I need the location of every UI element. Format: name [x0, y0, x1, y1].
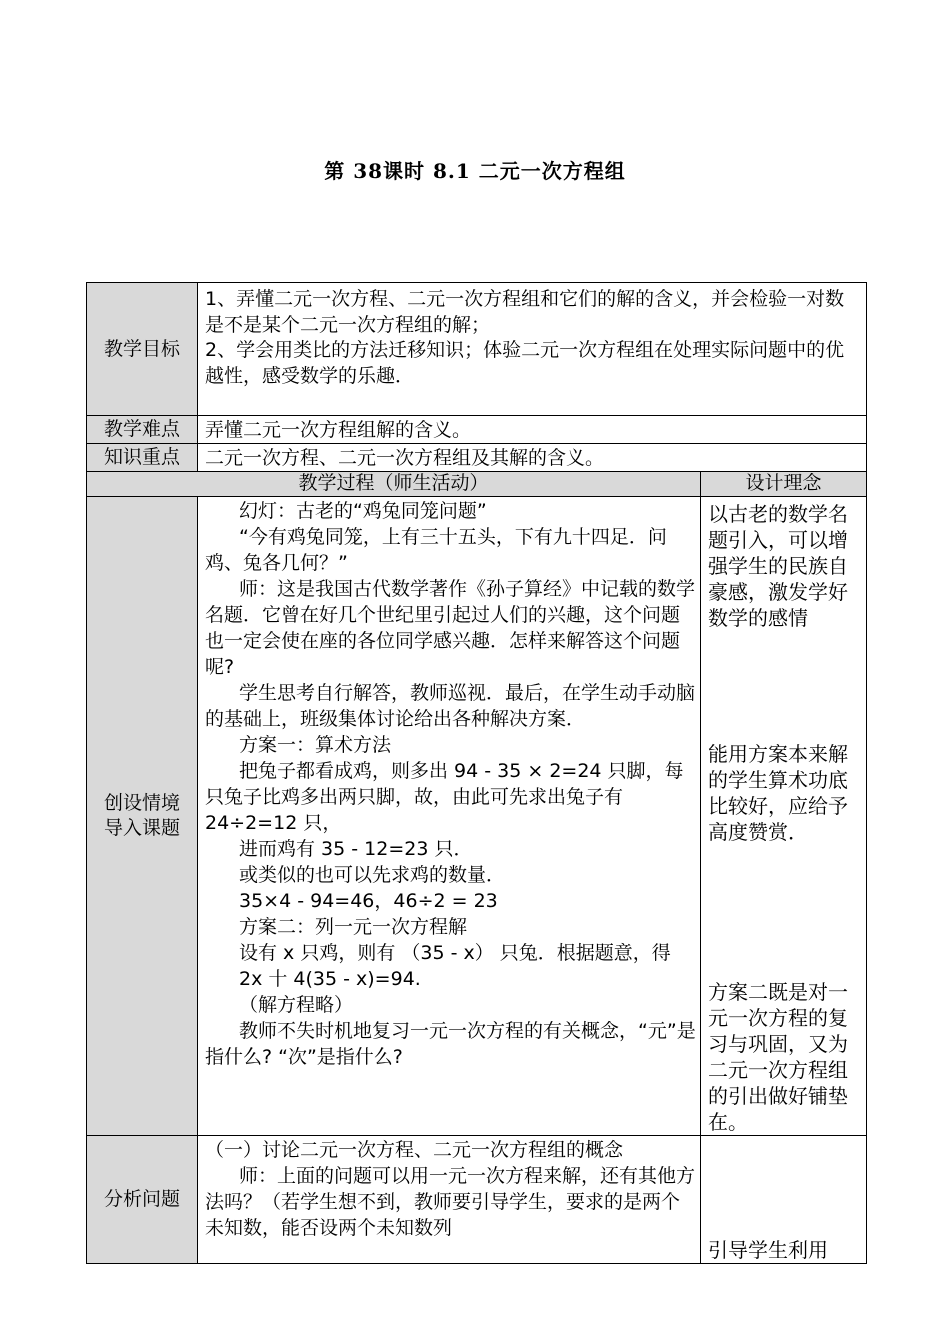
key-points-content: 二元一次方程、二元一次方程组及其解的含义。 [198, 444, 867, 472]
intro-paragraph: 方案二：列一元一次方程解 [239, 916, 468, 938]
intro-paragraph: 设有 x 只鸡，则有 （35 - x） 只兔．根据题意，得 [239, 942, 671, 964]
section-header-row [87, 472, 867, 497]
difficulty-content: 弄懂二元一次方程组解的含义。 [198, 416, 867, 444]
difficulty-label: 教学难点 [87, 416, 198, 444]
analysis-row [87, 1136, 867, 1264]
intro-paragraph: 师：这是我国古代数学著作《孙子算经》中记载的数学名题．它曾在好几个世纪里引起过人们的兴趣，这个问题也一定会使在座的各位同学感兴趣．怎样来解答这个问题呢? [205, 578, 696, 678]
analysis-paragraph: 师：上面的问题可以用一元一次方程来解，还有其他方法吗？（若学生想不到，教师要引导学生，要求的是两个未知数，能否设两个未知数列 [205, 1165, 696, 1239]
intro-paragraph: 幻灯：古老的“鸡兔同笼问题” [239, 500, 487, 522]
intro-paragraph: 学生思考自行解答，教师巡视．最后，在学生动手动脑的基础上，班级集体讨论给出各种解决方案． [205, 682, 696, 730]
intro-row [87, 497, 867, 1136]
objective-2: 2、学会用类比的方法迁移知识；体验二元一次方程组在处理实际问题中的优越性，感受数学的乐趣． [205, 339, 845, 387]
intro-paragraph: 35×4 - 94=46，46÷2 = 23 [239, 890, 498, 912]
lesson-plan-table [86, 282, 867, 1264]
difficulty-row [87, 416, 867, 444]
analysis-paragraph: （一）讨论二元一次方程、二元一次方程组的概念 [205, 1139, 624, 1161]
key-points-label: 知识重点 [87, 444, 198, 472]
objectives-label: 教学目标 [87, 283, 198, 416]
objectives-content [198, 283, 867, 416]
intro-paragraph: （解方程略） [239, 994, 354, 1016]
design-note: 引导学生利用 [708, 1238, 828, 1262]
intro-paragraph: 2x 十 4(35 - x)=94. [239, 968, 421, 990]
intro-paragraph: 进而鸡有 35 - 12=23 只． [239, 838, 473, 860]
analysis-design-notes [701, 1136, 867, 1264]
intro-paragraph: 或类似的也可以先求鸡的数量． [239, 864, 506, 886]
analysis-label: 分析问题 [87, 1136, 198, 1264]
intro-paragraph: 教师不失时机地复习一元一次方程的有关概念，“元”是指什么? “次”是指什么? [205, 1020, 696, 1068]
intro-process-content [198, 497, 701, 1136]
analysis-process-content [198, 1136, 701, 1264]
intro-paragraph: 把兔子都看成鸡，则多出 94 - 35 × 2=24 只脚，每只兔子比鸡多出两只脚，故，由此可先求出兔子有 24÷2=12 只， [205, 760, 684, 834]
concept-header: 设计理念 [701, 472, 867, 497]
objective-1: 1、弄懂二元一次方程、二元一次方程组和它们的解的含义，并会检验一对数是不是某个二元一次方程组的解； [205, 288, 845, 336]
intro-label-line-2: 导入课题 [103, 817, 180, 839]
key-points-row [87, 444, 867, 472]
intro-label-line-1: 创设情境 [103, 792, 180, 814]
intro-label [87, 497, 198, 1136]
intro-paragraph: “今有鸡兔同笼，上有三十五头，下有九十四足．问鸡、兔各几何？” [205, 526, 667, 574]
design-note: 以古老的数学名题引入，可以增强学生的民族自豪感，激发学好数学的感情 [708, 502, 848, 630]
design-note: 方案二既是对一元一次方程的复习与巩固，又为二元一次方程组的引出做好铺垫在。 [708, 980, 848, 1134]
objectives-row [87, 283, 867, 416]
intro-design-notes [701, 497, 867, 1136]
process-header: 教学过程（师生活动） [87, 472, 701, 497]
page-title: 第 38课时 8.1 二元一次方程组 [324, 159, 626, 183]
intro-paragraph: 方案一：算术方法 [239, 734, 392, 756]
design-note: 能用方案本来解的学生算术功底比较好，应给予高度赞赏． [708, 742, 848, 844]
